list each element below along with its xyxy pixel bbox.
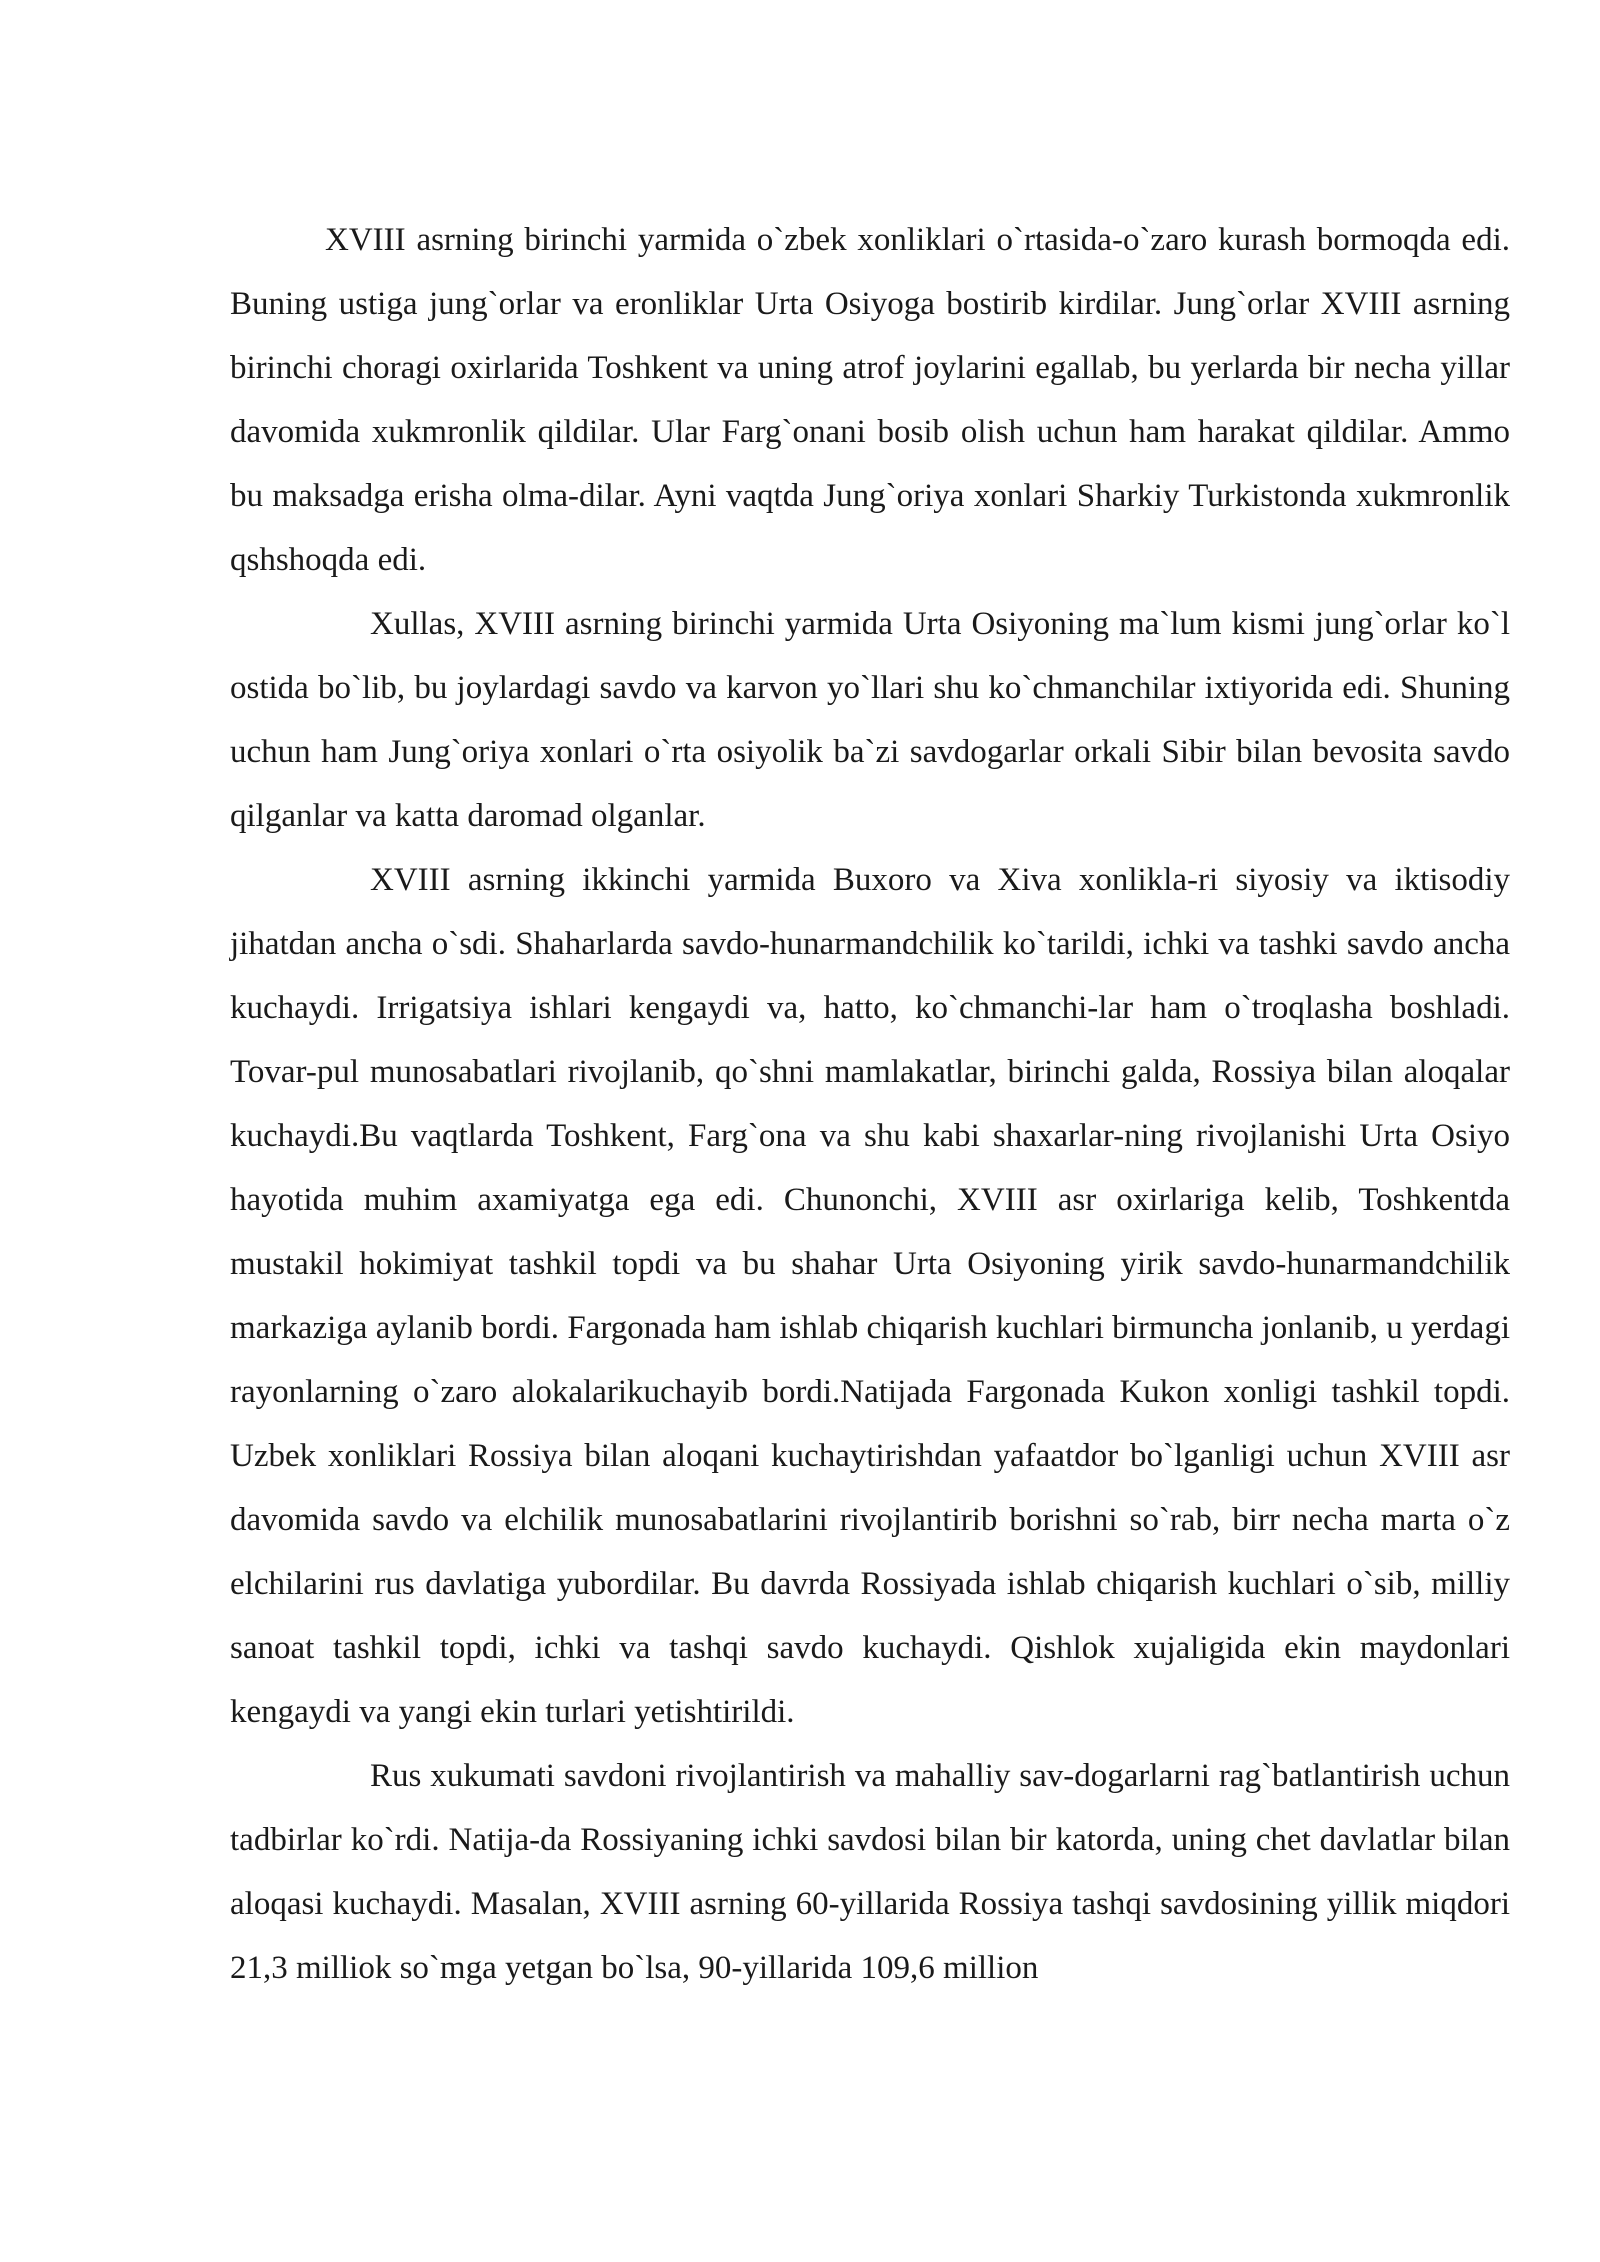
paragraph-1: XVIII asrning birinchi yarmida o`zbek xonliklari o`rtasida-o`zaro kurash bormoqda edi. Buning ustiga jung`orlar va eronliklar Urta Osiyoga bostirib kirdilar. Jung`orlar XVIII asrning birinchi choragi oxirlarida Toshkent va uning atrof joylarini egallab, bu yerlarda bir necha yillar davomida xukmronlik qildilar. Ular Farg`onani bosib olish uchun ham harakat qildilar. Ammo bu maksadga erisha olma-dilar. Ayni vaqtda Jung`oriya xonlari Sharkiy Turkistonda xukmronlik qshshoqda edi.	[230, 222, 1510, 578]
document-body	[230, 208, 1510, 2000]
paragraph-2: Xullas, XVIII asrning birinchi yarmida Urta Osiyoning ma`lum kismi jung`orlar ko`l ostida bo`lib, bu joylardagi savdo va karvon yo`llari shu ko`chmanchilar ixtiyorida edi. Shuning uchun ham Jung`oriya xonlari o`rta osiyolik ba`zi savdogarlar orkali Sibir bilan bevosita savdo qilganlar va katta daromad olganlar.	[230, 606, 1510, 834]
paragraph-3: XVIII asrning ikkinchi yarmida Buxoro va Xiva xonlikla-ri siyosiy va iktisodiy jihatdan ancha o`sdi. Shaharlarda savdo-hunarmandchilik ko`tarildi, ichki va tashki savdo ancha kuchaydi. Irrigatsiya ishlari kengaydi va, hatto, ko`chmanchi-lar ham o`troqlasha boshladi. Tovar-pul munosabatlari rivojlanib, qo`shni mamlakatlar, birinchi galda, Rossiya bilan aloqalar kuchaydi.Bu vaqtlarda Toshkent, Farg`ona va shu kabi shaxarlar-ning rivojlanishi Urta Osiyo hayotida muhim axamiyatga ega edi. Chunonchi, XVIII asr oxirlariga kelib, Toshkentda mustakil hokimiyat tashkil topdi va bu shahar Urta Osiyoning yirik savdo-hunarmandchilik markaziga aylanib bordi. Fargonada ham ishlab chiqarish kuchlari birmuncha jonlanib, u yerdagi rayonlarning o`zaro alokalarikuchayib bordi.Natijada Fargonada Kukon xonligi tashkil topdi. Uzbek xonliklari Rossiya bilan aloqani kuchaytirishdan yafaatdor bo`lganligi uchun XVIII asr davomida savdo va elchilik munosabatlarini rivojlantirib borishni so`rab, birr necha marta o`z elchilarini rus davlatiga yubordilar. Bu davrda Rossiyada ishlab chiqarish kuchlari o`sib, milliy sanoat tashkil topdi, ichki va tashqi savdo kuchaydi. Qishlok xujaligida ekin maydonlari kengaydi va yangi ekin turlari yetishtirildi.	[230, 862, 1510, 1730]
paragraph-4: Rus xukumati savdoni rivojlantirish va mahalliy sav-dogarlarni rag`batlantirish uchun tadbirlar ko`rdi. Natija-da Rossiyaning ichki savdosi bilan bir katorda, uning chet davlatlar bilan aloqasi kuchaydi. Masalan, XVIII asrning 60-yillarida Rossiya tashqi savdosining yillik miqdori 21,3 milliok so`mga yetgan bo`lsa, 90-yillarida 109,6 million	[230, 1758, 1510, 1986]
